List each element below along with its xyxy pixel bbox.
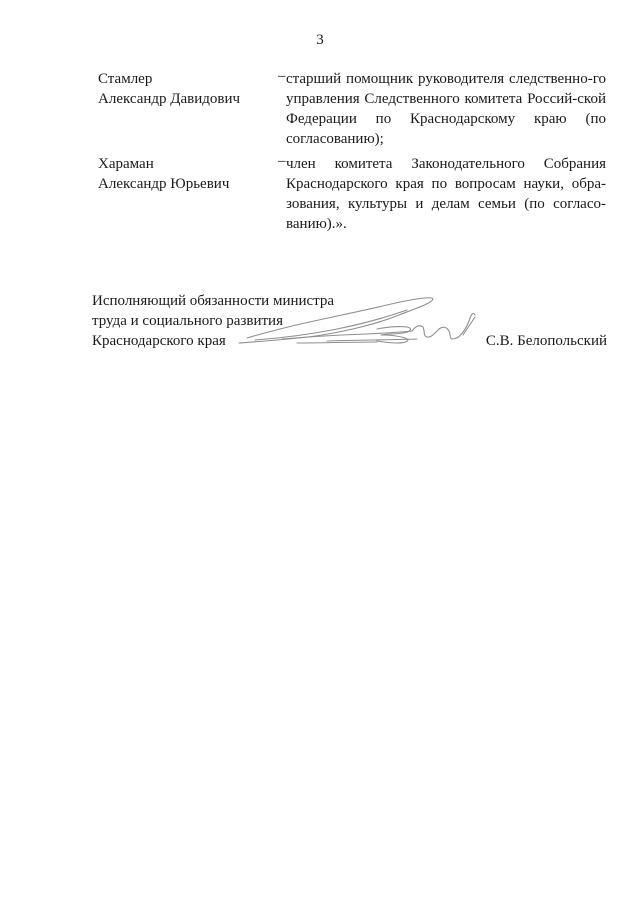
member-name <box>98 154 273 194</box>
signer-name: С.В. Белопольский <box>485 333 607 349</box>
signer-title-line-2: труда и социального развития <box>92 313 283 329</box>
member-given-names: Александр Давидович <box>98 91 241 107</box>
signature-block <box>92 291 607 351</box>
dash-separator: – <box>278 153 286 169</box>
member-description: старший помощник руководителя следственно-го управления Следственного комитета Россий-ской Федерации по Краснодарскому краю (по согласованию); <box>286 71 606 147</box>
member-surname: Хараман <box>98 156 154 172</box>
member-description: член комитета Законодательного Собрания Краснодарского края по вопросам науки, обра-зования, культуры и делам семьи (по согласо-ванию).». <box>286 156 606 232</box>
signer-title-line-3: Краснодарского края <box>92 333 226 349</box>
signer-title-line-1: Исполняющий обязанности министра <box>92 293 335 309</box>
handwritten-signature <box>227 291 527 353</box>
member-name <box>98 69 273 109</box>
member-surname: Стамлер <box>98 71 153 87</box>
page-number: 3 <box>316 32 324 48</box>
member-given-names: Александр Юрьевич <box>98 176 230 192</box>
dash-separator: – <box>278 68 286 84</box>
